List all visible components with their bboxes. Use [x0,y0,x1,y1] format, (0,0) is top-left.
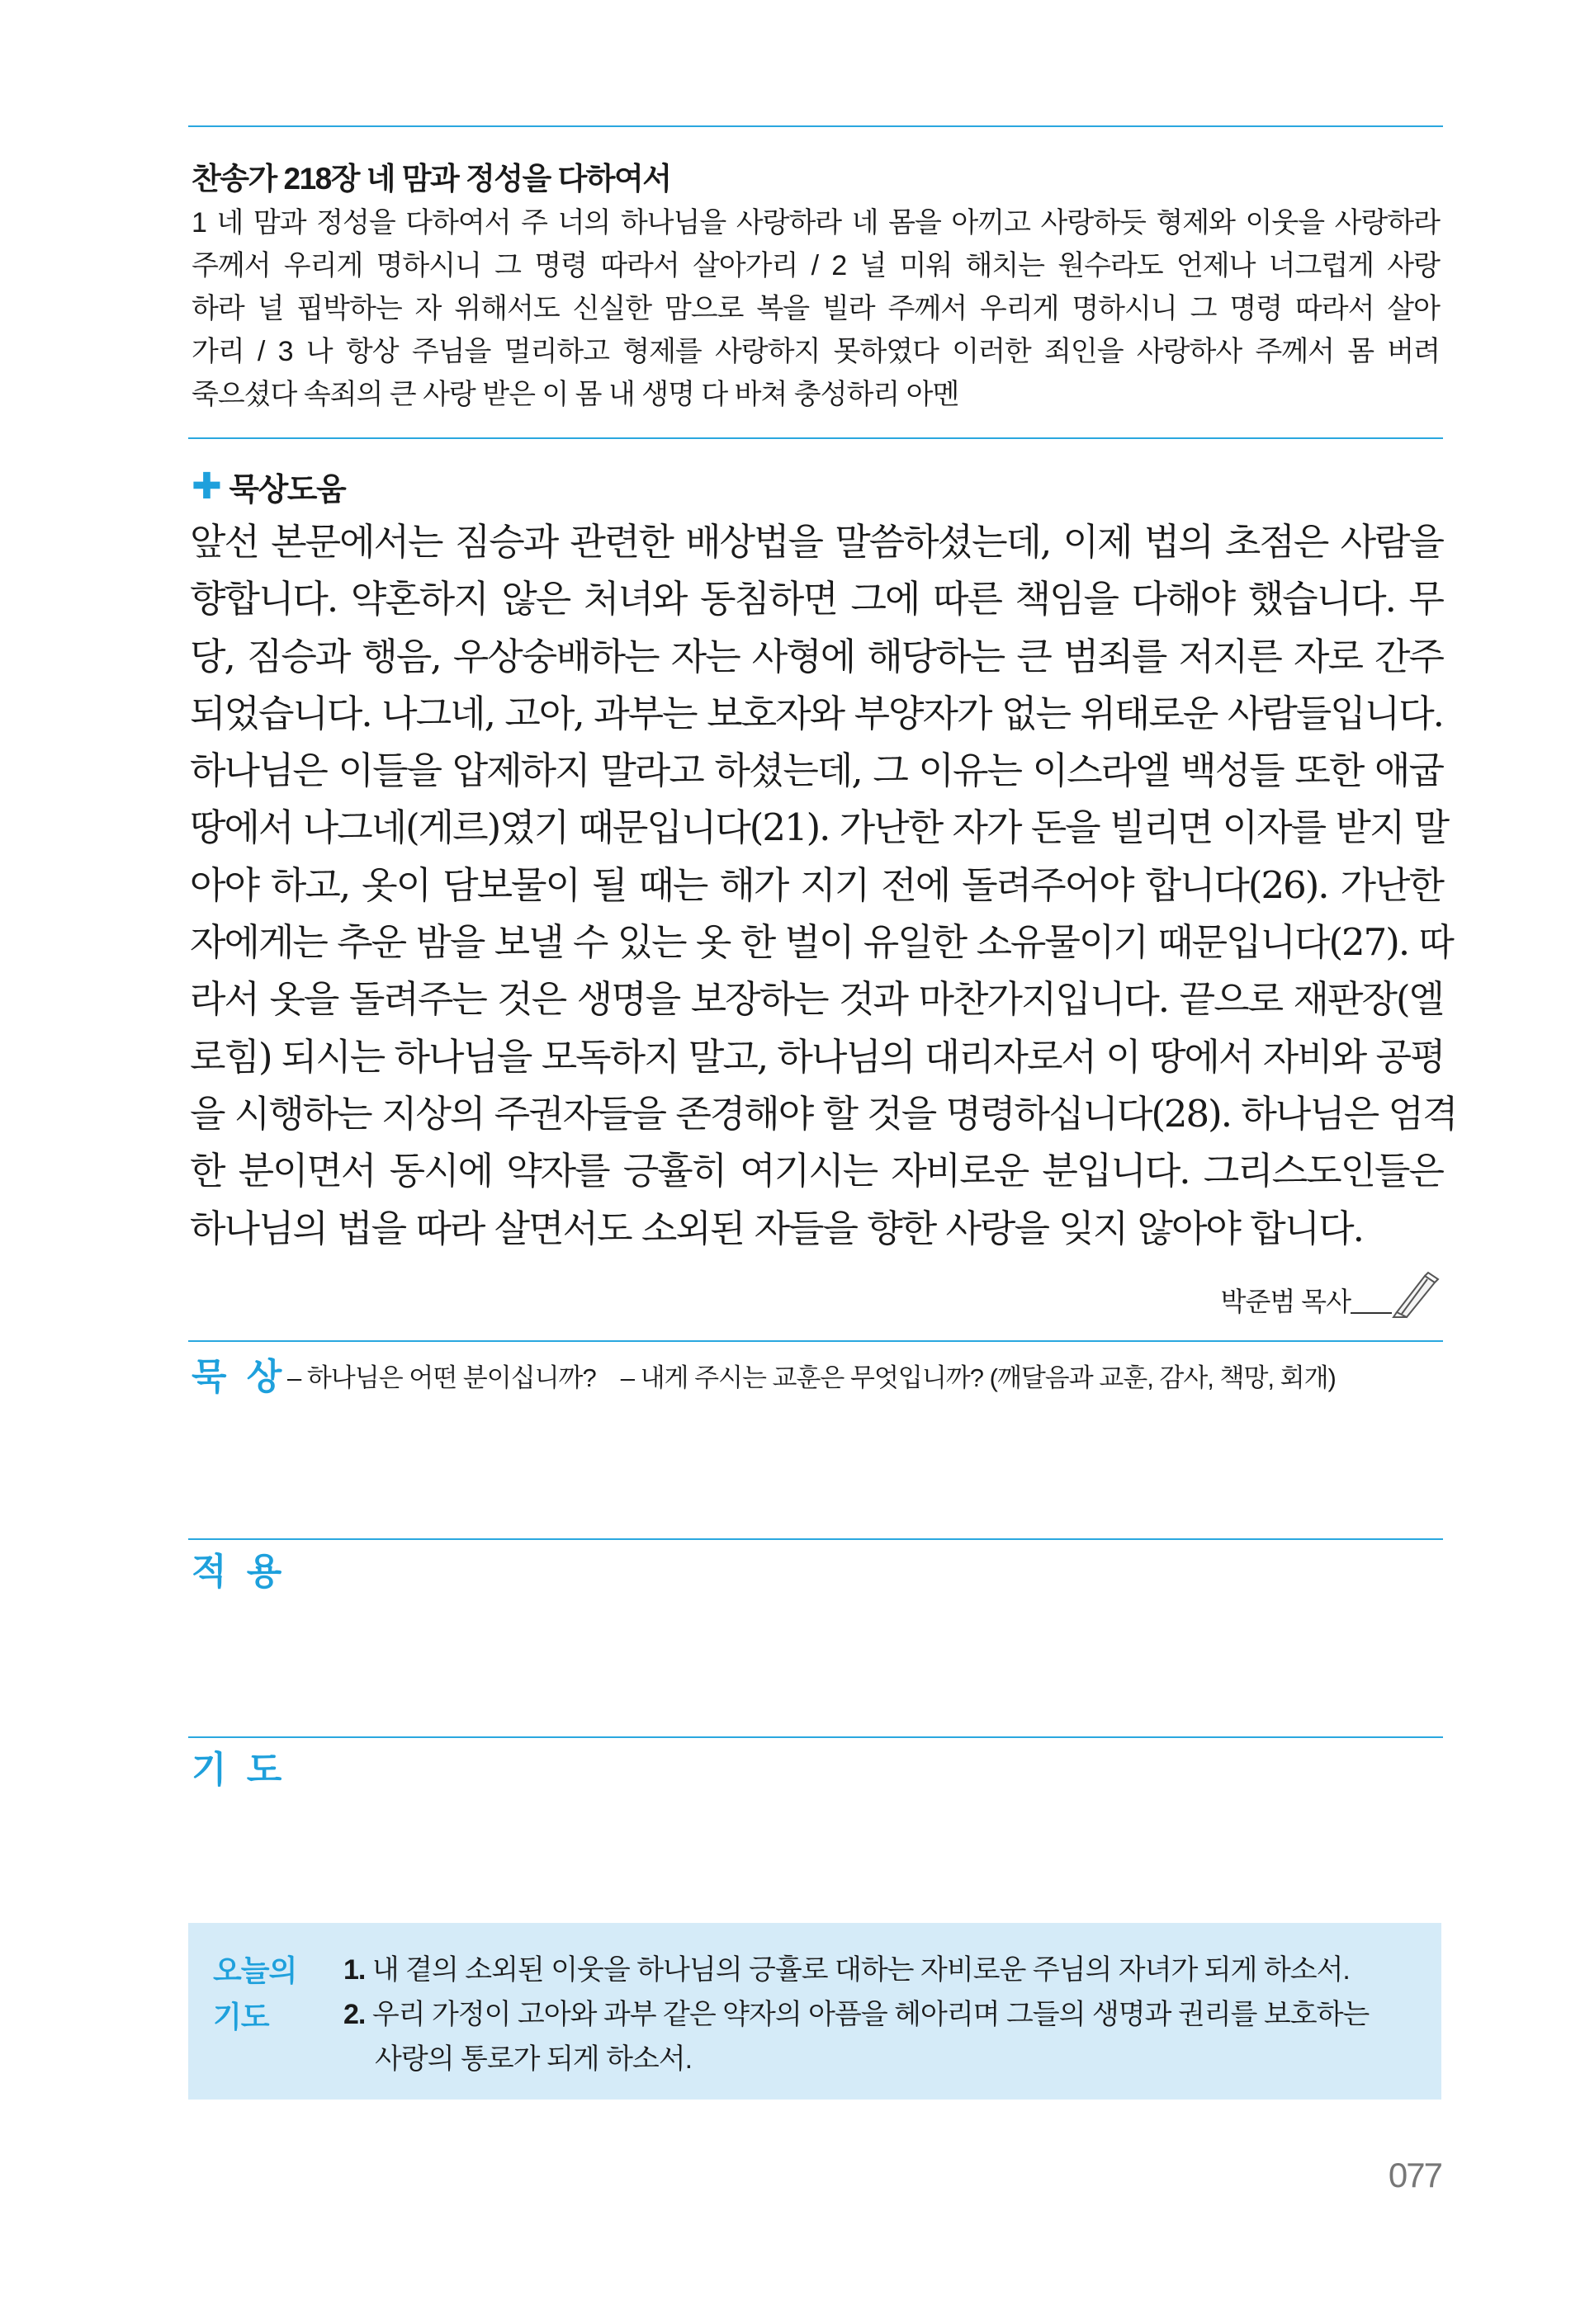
prayer-item [343,1948,1369,1992]
prayer-item-number: 1. [343,1954,366,1986]
hymn-title: 찬송가 218장 네 맘과 정성을 다하여서 [192,162,671,196]
prayer-item-text: 내 곁의 소외된 이웃을 하나님의 긍휼로 대하는 자비로운 주님의 자녀가 되게 하소서. [371,1954,1350,1986]
reflection-questions [287,1357,1336,1394]
hymn-divider [188,437,1443,439]
hymn-line: 죽으셨다 속죄의 큰 사랑 받은 이 몸 내 생명 다 바쳐 충성하리 아멘 [192,379,959,410]
todays-prayer-box [188,1923,1441,2100]
application-divider [188,1538,1443,1540]
prayer-item-text: 우리 가정이 고아와 과부 같은 약자의 아픔을 헤아리며 그들의 생명과 권리를 보호하는 [371,1999,1370,2030]
body-line: 되었습니다. 나그네, 고아, 과부는 보호자와 부양자가 없는 위태로운 사람들입니다. [190,691,1443,735]
body-line: 하나님의 법을 따라 살면서도 소외된 자들을 향한 사랑을 잊지 않아야 합니다. [190,1206,1363,1250]
meditation-help-heading [192,464,345,509]
signature-line [1351,1312,1392,1314]
body-line: 라서 옷을 돌려주는 것은 생명을 보장하는 것과 마찬가지입니다. 끝으로 재판장(엘 [190,977,1443,1022]
page-number: 077 [1388,2156,1441,2194]
reflection-question: – 하나님은 어떤 분이십니까? [287,1363,596,1392]
todays-prayer-label-line: 기도 [213,2000,269,2034]
body-line: 하나님은 이들을 압제하지 말라고 하셨는데, 그 이유는 이스라엘 백성들 또한 애굽 [190,749,1443,793]
top-divider [188,125,1443,127]
body-line: 을 시행하는 지상의 주권자들을 존경해야 할 것을 명령하십니다(28). 하나님은 엄격 [190,1091,1457,1136]
author-signature [1221,1271,1440,1319]
hymn-line: 가리 / 3 나 항상 주님을 멀리하고 형제를 사랑하지 못하였다 이러한 죄인을 사랑하사 주께서 몸 버려 [192,336,1440,367]
todays-prayer-label-line: 오늘의 [213,1953,297,1987]
prayer-divider [188,1736,1443,1738]
body-line: 향합니다. 약혼하지 않은 처녀와 동침하면 그에 따른 책임을 다해야 했습니다. 무 [190,577,1443,621]
reflection-question: – 내게 주시는 교훈은 무엇입니까? (깨달음과 교훈, 감사, 책망, 회개) [620,1363,1336,1392]
body-line: 당, 짐승과 행음, 우상숭배하는 자는 사형에 해당하는 큰 범죄를 저지른 자로 간주 [190,634,1443,678]
body-line: 앞선 본문에서는 짐승과 관련한 배상법을 말씀하셨는데, 이제 법의 초점은 사람을 [190,520,1443,564]
body-line: 땅에서 나그네(게르)였기 때문입니다(21). 가난한 자가 돈을 빌리면 이자를 받지 말 [190,805,1449,850]
body-line: 로힘) 되시는 하나님을 모독하지 말고, 하나님의 대리자로서 이 땅에서 자비와 공평 [190,1034,1445,1079]
hymn-line: 하라 널 핍박하는 자 위해서도 신실한 맘으로 복을 빌라 주께서 우리게 명하시니 그 명령 따라서 살아 [192,293,1440,324]
body-line: 아야 하고, 옷이 담보물이 될 때는 해가 지기 전에 돌려주어야 합니다(26). 가난한 [190,862,1443,907]
todays-prayer-list [343,1948,1369,2081]
body-line: 한 분이면서 동시에 약자를 긍휼히 여기시는 자비로운 분입니다. 그리스도인들은 [190,1149,1443,1193]
hymn-line: 1 네 맘과 정성을 다하여서 주 너의 하나님을 사랑하라 네 몸을 아끼고 사랑하듯 형제와 이웃을 사랑하라 [192,207,1440,239]
prayer-label: 기 도 [192,1750,287,1790]
todays-prayer-label [213,1948,296,2040]
reflection-label: 묵 상 [192,1357,287,1397]
hymn-lyrics [192,201,1440,416]
prayer-item [343,1992,1369,2037]
author-name: 박준범 목사 [1220,1287,1351,1316]
body-line: 자에게는 추운 밤을 보낼 수 있는 옷 한 벌이 유일한 소유물이기 때문입니다(27). 따 [190,920,1453,965]
plus-icon: ✚ [192,465,221,507]
application-label: 적 용 [192,1552,287,1592]
reflection-divider [188,1340,1443,1342]
prayer-item-continuation: 사랑의 통로가 되게 하소서. [375,2043,693,2075]
meditation-help-body [190,513,1457,1257]
pencil-icon [1392,1271,1440,1319]
meditation-help-title: 묵상도움 [229,473,346,508]
hymn-line: 주께서 우리게 명하시니 그 명령 따라서 살아가리 / 2 널 미워 해치는 원수라도 언제나 너그럽게 사랑 [192,250,1440,281]
prayer-item-number: 2. [343,1999,366,2030]
